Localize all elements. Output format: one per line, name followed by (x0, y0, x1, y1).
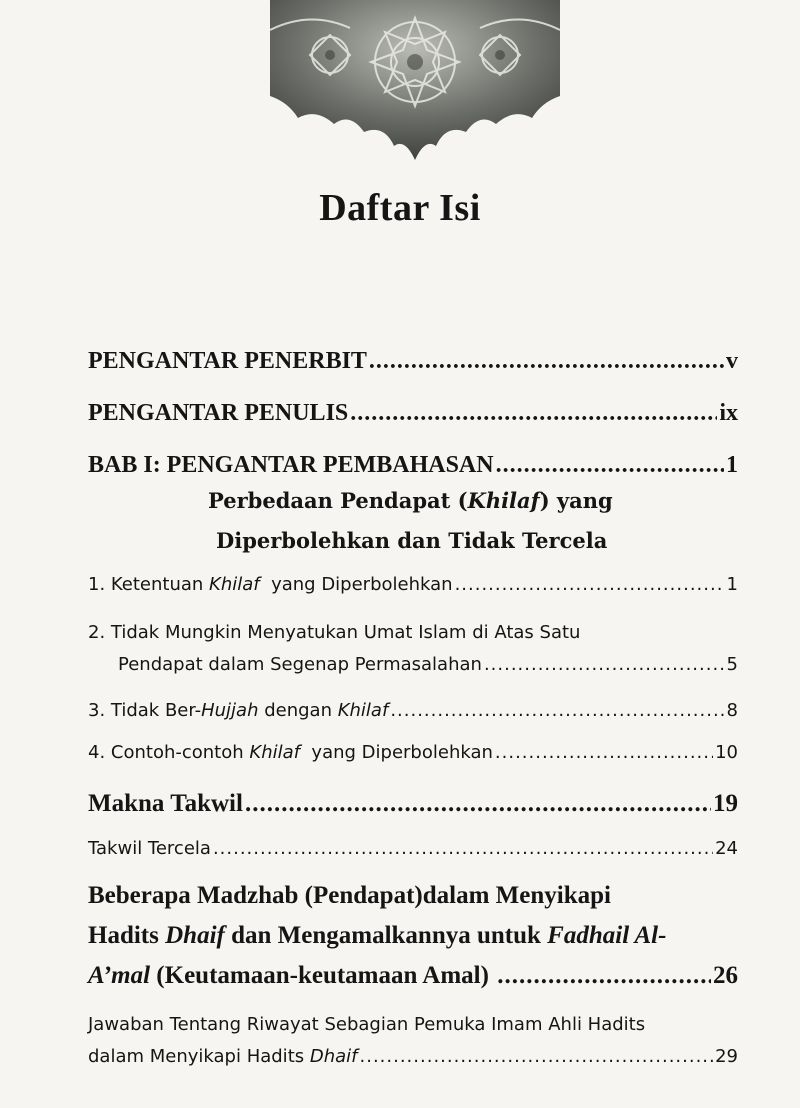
page-number: 5 (726, 654, 738, 675)
dot-leader (213, 838, 713, 859)
toc-entry-label: Pendapat dalam Segenap Permasalahan (118, 654, 482, 675)
toc-entry-pengantar-penerbit[interactable] (88, 348, 738, 375)
dot-leader (495, 742, 713, 763)
page-number: 29 (715, 1046, 738, 1067)
section-heading-line2: Diperbolehkan dan Tidak Tercela (216, 528, 608, 553)
toc-entry-jawaban-line1[interactable]: Jawaban Tentang Riwayat Sebagian Pemuka Imam Ahli Hadits (88, 1014, 646, 1035)
dot-leader (369, 348, 724, 375)
dot-leader (360, 1046, 714, 1067)
toc-entry-label: A’mal (Keutamaan-keutamaan Amal) (88, 962, 496, 989)
islamic-ornament-icon (270, 0, 560, 160)
dot-leader (390, 700, 724, 721)
dot-leader (496, 452, 724, 479)
toc-entry-sub-2[interactable] (118, 654, 738, 675)
page-number: 26 (713, 962, 738, 989)
page-number: 19 (713, 790, 738, 817)
toc-entry-label: 3. Tidak Ber-Hujjah dengan Khilaf (88, 700, 389, 721)
dot-leader (455, 574, 725, 595)
dot-leader (245, 790, 711, 818)
toc-entry-madzhab-line2[interactable]: Hadits Dhaif dan Mengamalkannya untuk Fadhail Al- (88, 922, 667, 949)
page-number: 24 (715, 838, 738, 859)
toc-entry-label: Makna Takwil (88, 790, 243, 817)
toc-entry-pengantar-penulis[interactable] (88, 400, 738, 427)
toc-entry-label: Takwil Tercela (88, 838, 211, 859)
dot-leader (484, 654, 725, 675)
toc-entry-label: PENGANTAR PENERBIT (88, 348, 367, 374)
toc-entry-makna-takwil[interactable] (88, 790, 738, 818)
toc-entry-label: dalam Menyikapi Hadits Dhaif (88, 1046, 358, 1067)
page-number: 10 (715, 742, 738, 763)
toc-entry-sub-4[interactable] (88, 742, 738, 763)
toc-entry-bab-1[interactable] (88, 452, 738, 479)
toc-entry-madzhab[interactable] (88, 962, 738, 990)
toc-entry-sub-2-line1[interactable]: 2. Tidak Mungkin Menyatukan Umat Islam di Atas Satu (88, 622, 581, 643)
section-heading: Perbedaan Pendapat (Khilaf) yang (208, 488, 613, 513)
page-title: Daftar Isi (319, 187, 481, 229)
toc-entry-takwil-tercela[interactable] (88, 838, 738, 859)
page-number: ix (719, 400, 738, 426)
page-number: 1 (726, 452, 738, 478)
toc-entry-label: 1. Ketentuan Khilaf yang Diperbolehkan (88, 574, 453, 595)
toc-entry-sub-3[interactable] (88, 700, 738, 721)
toc-entry-label: BAB I: PENGANTAR PEMBAHASAN (88, 452, 494, 478)
toc-entry-madzhab-line1[interactable]: Beberapa Madzhab (Pendapat)dalam Menyikapi (88, 882, 611, 909)
page-number: v (726, 348, 738, 374)
dot-leader (497, 962, 711, 990)
page-number: 1 (726, 574, 738, 595)
toc-entry-jawaban[interactable] (88, 1046, 738, 1067)
page-number: 8 (726, 700, 738, 721)
toc-entry-label: 4. Contoh-contoh Khilaf yang Diperbolehkan (88, 742, 493, 763)
toc-entry-sub-1[interactable] (88, 574, 738, 595)
dot-leader (350, 400, 717, 427)
toc-entry-label: PENGANTAR PENULIS (88, 400, 349, 426)
